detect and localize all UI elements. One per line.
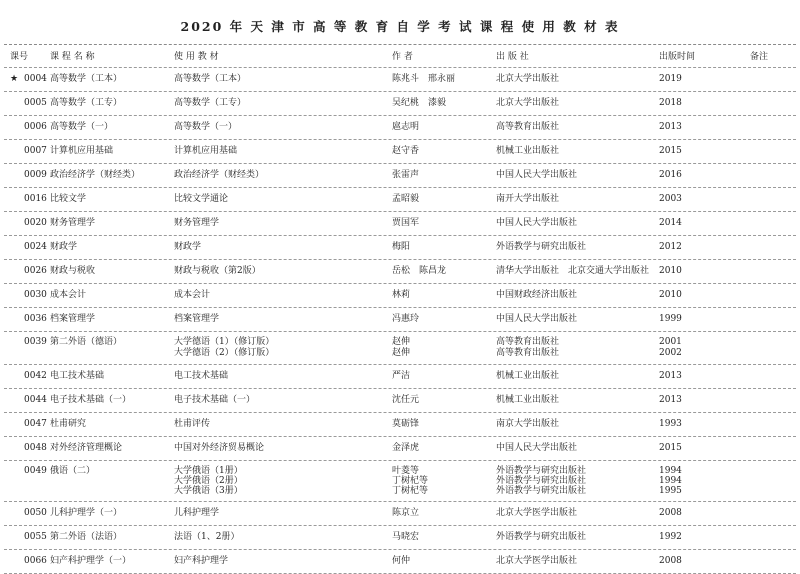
textbook-publisher: 高等教育出版社 [496,122,560,132]
publish-year: 1994 [659,466,682,476]
textbook-title: 大学德语（2）（修订版） [174,348,275,358]
textbook-publisher: 外语教学与研究出版社 [496,242,587,252]
textbook-author: 金泽虎 [392,443,420,453]
course-code: 0007 [24,146,47,156]
publish-year: 2010 [659,290,682,300]
textbook-author: 马晓宏 [392,532,420,542]
textbook-publisher: 南京大学出版社 [496,419,560,429]
textbook-publisher: 中国人民大学出版社 [496,443,578,453]
publish-year: 1992 [659,532,682,542]
textbook-title: 大学俄语（1册） [174,466,243,476]
course-code: 0005 [24,98,47,108]
publish-year: 2010 [659,266,682,276]
textbook-author: 林莉 [392,290,411,300]
textbook-publisher: 中国人民大学出版社 [496,218,578,228]
table-row [4,550,796,574]
course-code: 0066 [24,556,47,566]
table-row [4,437,796,461]
textbook-author: 何仲 [392,556,411,566]
course-code: 0020 [24,218,47,228]
course-code: 0024 [24,242,47,252]
course-code: 0049 [24,466,47,476]
publish-year: 2013 [659,371,682,381]
textbook-author: 丁树杞等 [392,486,429,496]
textbook-publisher: 外语教学与研究出版社 [496,532,587,542]
textbook-author: 扈志明 [392,122,420,132]
textbook-publisher: 南开大学出版社 [496,194,560,204]
table-row [4,260,796,284]
publish-year: 1993 [659,419,682,429]
textbook-publisher: 高等教育出版社 [496,348,560,358]
textbook-author: 严洁 [392,371,411,381]
textbook-publisher: 北京大学出版社 [496,98,560,108]
course-code: 0048 [24,443,47,453]
textbook-publisher: 中国财政经济出版社 [496,290,578,300]
textbook-title: 杜甫评传 [174,419,211,429]
textbook-publisher: 北京大学出版社 [496,74,560,84]
publish-year: 2013 [659,122,682,132]
course-name: 电子技术基础（一） [50,395,132,405]
course-name: 高等数学（工本） [50,74,123,84]
table-row [4,365,796,389]
textbook-title: 高等数学（一） [174,122,238,132]
textbook-title: 大学俄语（3册） [174,486,243,496]
star-icon: ★ [10,74,19,84]
textbook-author: 冯惠玲 [392,314,420,324]
table-row [4,526,796,550]
textbook-author: 吴纪桃 漆毅 [392,98,447,108]
header-note: 备注 [750,52,769,62]
textbook-publisher: 外语教学与研究出版社 [496,476,587,486]
publish-year: 1994 [659,476,682,486]
publish-year: 2013 [659,395,682,405]
table-row [4,188,796,212]
course-name: 财政与税收 [50,266,96,276]
publish-year: 1995 [659,486,682,496]
course-code: 0006 [24,122,47,132]
textbook-title: 大学德语（1）（修订版） [174,337,275,347]
course-name: 档案管理学 [50,314,96,324]
publish-year: 2018 [659,98,682,108]
course-name: 财务管理学 [50,218,96,228]
textbook-author: 叶菱等 [392,466,420,476]
textbook-author: 沈任元 [392,395,420,405]
table-row [4,212,796,236]
textbook-title: 高等数学（工本） [174,74,247,84]
table-row [4,236,796,260]
publish-year: 2001 [659,337,682,347]
textbook-table [4,44,796,574]
table-row [4,92,796,116]
textbook-title: 大学俄语（2册） [174,476,243,486]
textbook-title: 电子技术基础（一） [174,395,256,405]
textbook-title: 妇产科护理学 [174,556,229,566]
textbook-author: 赵伸 [392,337,411,347]
course-name: 电工技术基础 [50,371,105,381]
header-course: 课 程 名 称 [50,52,95,62]
textbook-author: 张雷声 [392,170,420,180]
course-name: 财政学 [50,242,78,252]
publish-year: 2008 [659,556,682,566]
table-row [4,284,796,308]
publish-year: 2015 [659,443,682,453]
textbook-title: 高等数学（工专） [174,98,247,108]
course-name: 计算机应用基础 [50,146,114,156]
course-code: 0016 [24,194,47,204]
textbook-publisher: 外语教学与研究出版社 [496,466,587,476]
table-row [4,502,796,526]
textbook-author: 丁树杞等 [392,476,429,486]
course-name: 俄语（二） [50,466,96,476]
table-row [4,308,796,332]
publish-year: 2015 [659,146,682,156]
textbook-author: 梅阳 [392,242,411,252]
course-name: 成本会计 [50,290,87,300]
course-name: 儿科护理学（一） [50,508,123,518]
textbook-title: 财务管理学 [174,218,220,228]
textbook-author: 贾国军 [392,218,420,228]
textbook-publisher: 机械工业出版社 [496,395,560,405]
publish-year: 2002 [659,348,682,358]
course-code: 0042 [24,371,47,381]
table-row [4,116,796,140]
textbook-publisher: 中国人民大学出版社 [496,170,578,180]
table-row [4,164,796,188]
textbook-author: 岳松 陈昌龙 [392,266,447,276]
course-code: 0055 [24,532,47,542]
textbook-author: 赵伸 [392,348,411,358]
textbook-title: 档案管理学 [174,314,220,324]
table-header [4,45,796,68]
textbook-title: 计算机应用基础 [174,146,238,156]
table-row [4,413,796,437]
publish-year: 2012 [659,242,682,252]
textbook-title: 电工技术基础 [174,371,229,381]
header-code: 课号 [10,52,29,62]
textbook-title: 中国对外经济贸易概论 [174,443,265,453]
publish-year: 2019 [659,74,682,84]
course-name: 政治经济学（财经类） [50,170,141,180]
header-author: 作 者 [392,52,413,62]
course-code: 0004 [24,74,47,84]
textbook-author: 陈京立 [392,508,420,518]
textbook-publisher: 机械工业出版社 [496,146,560,156]
publish-year: 1999 [659,314,682,324]
textbook-author: 孟昭毅 [392,194,420,204]
textbook-publisher: 高等教育出版社 [496,337,560,347]
textbook-title: 财政学 [174,242,202,252]
header-publisher: 出 版 社 [496,52,529,62]
course-code: 0050 [24,508,47,518]
course-name: 对外经济管理概论 [50,443,123,453]
publish-year: 2008 [659,508,682,518]
textbook-title: 儿科护理学 [174,508,220,518]
course-name: 高等数学（一） [50,122,114,132]
textbook-author: 赵守香 [392,146,420,156]
textbook-title: 政治经济学（财经类） [174,170,265,180]
header-book: 使 用 教 材 [174,52,219,62]
table-row [4,332,796,365]
course-name: 杜甫研究 [50,419,87,429]
course-name: 第二外语（法语） [50,532,123,542]
table-row [4,68,796,92]
course-code: 0039 [24,337,47,347]
course-code: 0047 [24,419,47,429]
course-name: 妇产科护理学（一） [50,556,132,566]
textbook-publisher: 中国人民大学出版社 [496,314,578,324]
publish-year: 2003 [659,194,682,204]
textbook-title: 法语（1、2册） [174,532,240,542]
textbook-publisher: 清华大学出版社 北京交通大学出版社 [496,266,650,276]
textbook-publisher: 北京大学医学出版社 [496,556,578,566]
header-year: 出版时间 [659,52,696,62]
table-row [4,140,796,164]
textbook-author: 莫砺锋 [392,419,420,429]
table-body [4,68,796,574]
course-code: 0030 [24,290,47,300]
publish-year: 2016 [659,170,682,180]
table-row [4,389,796,413]
textbook-title: 成本会计 [174,290,211,300]
textbook-publisher: 外语教学与研究出版社 [496,486,587,496]
textbook-publisher: 北京大学医学出版社 [496,508,578,518]
page-title: 2020 年 天 津 市 高 等 教 育 自 学 考 试 课 程 使 用 教 材 表 [180,19,620,34]
course-name: 第二外语（德语） [50,337,123,347]
course-code: 0044 [24,395,47,405]
course-code: 0036 [24,314,47,324]
publish-year: 2014 [659,218,682,228]
textbook-publisher: 机械工业出版社 [496,371,560,381]
course-name: 高等数学（工专） [50,98,123,108]
textbook-author: 陈兆斗 邢永丽 [392,74,456,84]
course-code: 0009 [24,170,47,180]
textbook-title: 财政与税收（第2版） [174,266,261,276]
textbook-title: 比较文学通论 [174,194,229,204]
course-name: 比较文学 [50,194,87,204]
table-row [4,461,796,502]
course-code: 0026 [24,266,47,276]
